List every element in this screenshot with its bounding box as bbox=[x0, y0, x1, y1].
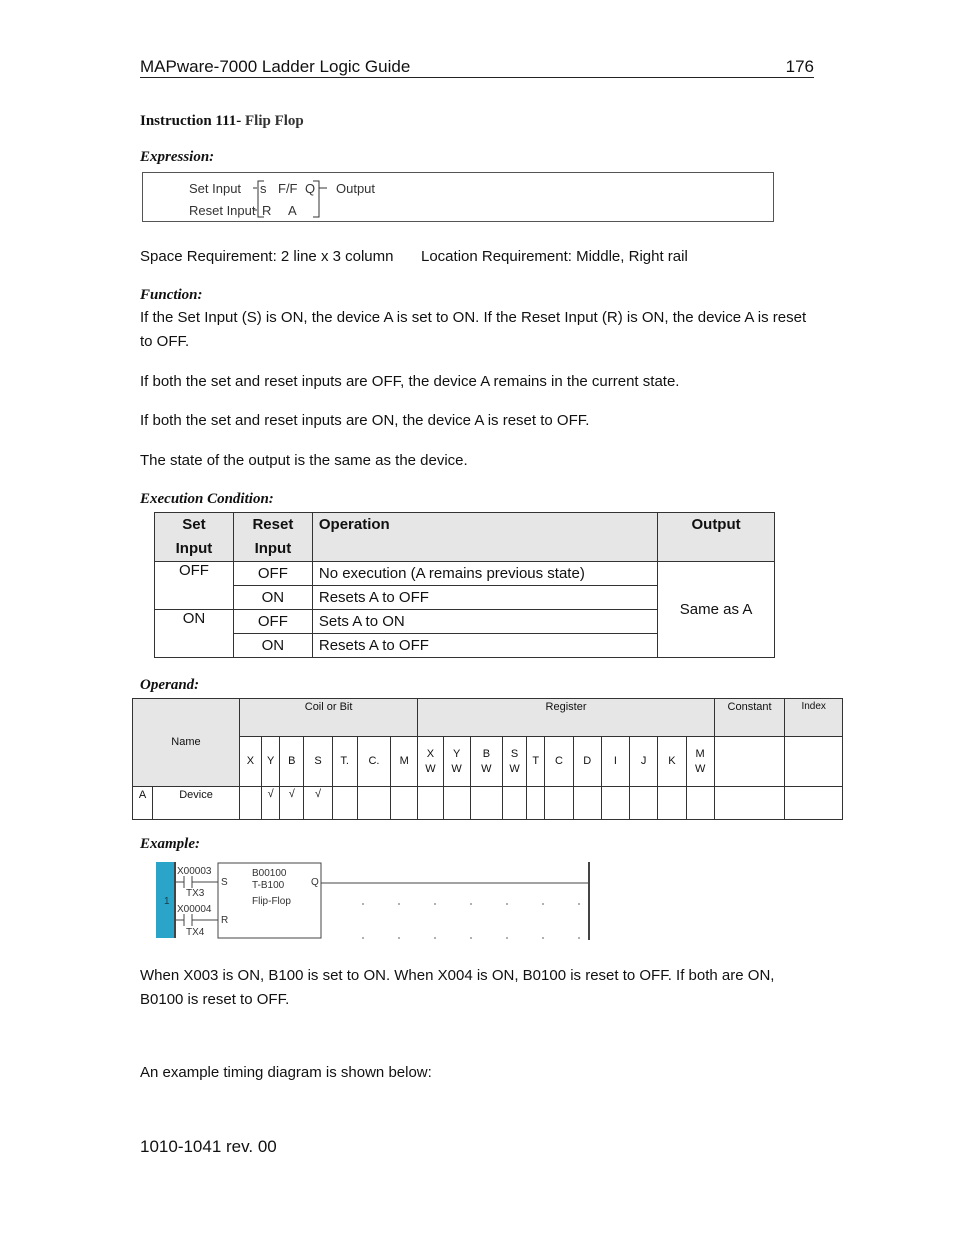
check-c bbox=[357, 787, 390, 820]
col-m: M bbox=[391, 737, 418, 787]
empty-cell bbox=[785, 787, 843, 820]
col-y: Y bbox=[262, 737, 280, 787]
header-reset-input: Reset Input bbox=[233, 513, 312, 562]
col-mw: M W bbox=[686, 737, 714, 787]
col-sw: S W bbox=[503, 737, 527, 787]
operand-device-row bbox=[133, 787, 843, 820]
location-requirement: Location Requirement: Middle, Right rail bbox=[421, 248, 688, 265]
col-xw: X W bbox=[418, 737, 443, 787]
page-header bbox=[140, 56, 814, 78]
block-pin-s: S bbox=[221, 877, 228, 888]
reset-cell: OFF bbox=[233, 610, 312, 634]
index-header: Index bbox=[785, 699, 843, 737]
function-label: Function: bbox=[140, 287, 203, 303]
ladder-diagram bbox=[156, 858, 596, 942]
col-yw: Y W bbox=[443, 737, 470, 787]
operation-cell: No execution (A remains previous state) bbox=[312, 562, 657, 586]
constant-cell bbox=[714, 737, 785, 787]
index-cell bbox=[785, 737, 843, 787]
contact2-address: X00004 bbox=[177, 904, 212, 915]
operand-name: Device bbox=[153, 787, 240, 820]
execution-header-row bbox=[155, 513, 775, 562]
set-input-label: Set Input bbox=[189, 181, 242, 196]
contact1-address: X00003 bbox=[177, 866, 212, 877]
reset-cell: OFF bbox=[233, 562, 312, 586]
execution-table bbox=[154, 512, 775, 658]
expression-label: Expression: bbox=[140, 149, 215, 165]
operand-name-header: Name bbox=[133, 699, 240, 787]
instruction-number: Instruction 111- bbox=[140, 113, 242, 129]
empty-cell bbox=[714, 787, 785, 820]
empty-cell bbox=[545, 787, 573, 820]
space-requirement: Space Requirement: 2 line x 3 column bbox=[140, 248, 394, 265]
operation-cell: Resets A to OFF bbox=[312, 586, 657, 610]
device-a: A bbox=[288, 203, 297, 218]
output-cell: Same as A bbox=[658, 562, 775, 658]
empty-cell bbox=[601, 787, 629, 820]
expression-diagram bbox=[143, 173, 775, 223]
empty-cell bbox=[686, 787, 714, 820]
set-cell: OFF bbox=[155, 562, 234, 610]
header-output: Output bbox=[658, 513, 775, 562]
header-operation: Operation bbox=[312, 513, 657, 562]
col-s: S bbox=[304, 737, 332, 787]
operation-cell: Sets A to ON bbox=[312, 610, 657, 634]
operand-group-row bbox=[133, 699, 843, 737]
empty-cell bbox=[470, 787, 502, 820]
table-row bbox=[155, 562, 775, 586]
example-label: Example: bbox=[140, 836, 200, 852]
ladder-example bbox=[156, 858, 596, 942]
empty-cell bbox=[573, 787, 601, 820]
check-s: √ bbox=[304, 787, 332, 820]
function-paragraph-2: If both the set and reset inputs are OFF, the device A remains in the current state. bbox=[140, 373, 680, 390]
check-b: √ bbox=[280, 787, 304, 820]
grid-dots bbox=[362, 903, 580, 939]
instruction-name: Flip Flop bbox=[245, 113, 304, 129]
timing-diagram-intro: An example timing diagram is shown below: bbox=[140, 1064, 432, 1081]
function-paragraph-4: The state of the output is the same as the device. bbox=[140, 452, 468, 469]
header-title: MAPware-7000 Ladder Logic Guide bbox=[140, 57, 411, 76]
col-k: K bbox=[658, 737, 686, 787]
function-paragraph-1: If the Set Input (S) is ON, the device A is set to ON. If the Reset Input (R) is ON, the device A is reset to OFF. bbox=[140, 309, 807, 350]
footer-doc-number: 1010-1041 rev. 00 bbox=[140, 1137, 277, 1156]
operand-subheader-row bbox=[133, 737, 843, 787]
block-address: B00100 bbox=[252, 868, 287, 879]
empty-cell bbox=[658, 787, 686, 820]
operand-table bbox=[132, 698, 843, 820]
contact1-tag: TX3 bbox=[186, 888, 205, 899]
col-d: D bbox=[573, 737, 601, 787]
constant-header: Constant bbox=[714, 699, 785, 737]
check-x bbox=[239, 787, 261, 820]
operand-label: Operand: bbox=[140, 677, 200, 693]
execution-label: Execution Condition: bbox=[140, 491, 274, 507]
block-pin-r: R bbox=[221, 915, 229, 926]
coil-group-header: Coil or Bit bbox=[239, 699, 417, 737]
col-c-reg: C bbox=[545, 737, 573, 787]
operand-id: A bbox=[133, 787, 153, 820]
page-number: 176 bbox=[785, 57, 814, 76]
check-y: √ bbox=[262, 787, 280, 820]
contact2-tag: TX4 bbox=[186, 927, 205, 938]
col-bw: B W bbox=[470, 737, 502, 787]
check-m bbox=[391, 787, 418, 820]
instruction-title bbox=[140, 113, 304, 130]
empty-cell bbox=[503, 787, 527, 820]
output-label: Output bbox=[336, 181, 376, 196]
ff-label: F/F bbox=[278, 181, 298, 196]
empty-cell bbox=[418, 787, 443, 820]
check-t bbox=[332, 787, 357, 820]
header-set-input: Set Input bbox=[155, 513, 234, 562]
reset-cell: ON bbox=[233, 586, 312, 610]
block-tag: T-B100 bbox=[252, 880, 285, 891]
pin-q: Q bbox=[305, 181, 316, 196]
col-t: T. bbox=[332, 737, 357, 787]
block-function: Flip-Flop bbox=[252, 896, 291, 907]
col-j: J bbox=[630, 737, 658, 787]
operation-cell: Resets A to OFF bbox=[312, 634, 657, 658]
empty-cell bbox=[630, 787, 658, 820]
pin-s: s bbox=[260, 181, 267, 196]
block-pin-q: Q bbox=[311, 877, 319, 888]
empty-cell bbox=[443, 787, 470, 820]
pin-r: R bbox=[262, 203, 272, 218]
col-c: C. bbox=[357, 737, 390, 787]
reset-input-label: Reset Input bbox=[189, 203, 256, 218]
example-description: When X003 is ON, B100 is set to ON. When X004 is ON, B0100 is reset to OFF. If both are ON, B0100 is reset to OFF. bbox=[140, 967, 775, 1008]
empty-cell bbox=[527, 787, 545, 820]
col-i: I bbox=[601, 737, 629, 787]
function-paragraph-3: If both the set and reset inputs are ON, the device A is reset to OFF. bbox=[140, 412, 590, 429]
set-cell: ON bbox=[155, 610, 234, 658]
register-group-header: Register bbox=[418, 699, 714, 737]
rung-number: 1 bbox=[164, 896, 170, 907]
expression-box bbox=[142, 172, 774, 222]
col-x: X bbox=[239, 737, 261, 787]
reset-cell: ON bbox=[233, 634, 312, 658]
col-b: B bbox=[280, 737, 304, 787]
col-t-reg: T bbox=[527, 737, 545, 787]
